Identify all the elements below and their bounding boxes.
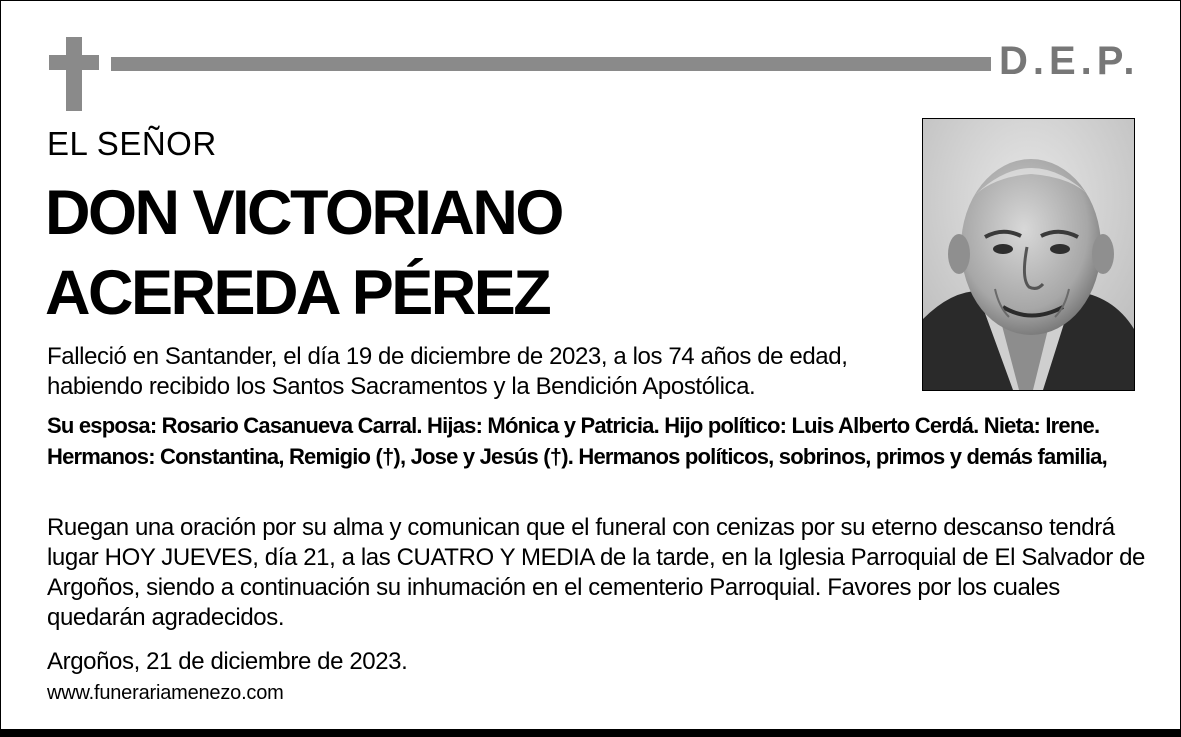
place-and-date: Argoños, 21 de diciembre de 2023.: [47, 648, 408, 675]
funeral-home-website: www.funerariamenezo.com: [47, 682, 284, 704]
honorific-prefix: EL SEÑOR: [47, 125, 217, 162]
deceased-name-line-2: ACEREDA PÉREZ: [45, 258, 550, 328]
deceased-portrait-photo: [922, 118, 1135, 391]
family-list-text: Su esposa: Rosario Casanueva Carral. Hijas: Mónica y Patricia. Hijo político: Luis Alberto Cerdá. Nieta: Irene. Hermanos: Constantina, Remigio (†), Jose y Jesús (†). Hermanos políticos, sobrinos, primos y demás familia,: [47, 413, 1107, 469]
bottom-border-bar: [1, 729, 1180, 736]
header-divider: [111, 57, 991, 71]
dep-label: D.E.P.: [999, 39, 1140, 83]
latin-cross-icon: [49, 37, 99, 111]
death-announcement-text: Falleció en Santander, el día 19 de diciembre de 2023, a los 74 años de edad, habiendo recibido los Santos Sacramentos y la Bendición Apostólica.: [47, 343, 848, 400]
deceased-name: [45, 173, 562, 333]
funeral-details-text: Ruegan una oración por su alma y comunican que el funeral con cenizas por su eterno descanso tendrá lugar HOY JUEVES, día 21, a las CUATRO Y MEDIA de la tarde, en la Iglesia Parroquial de El Salvador de Argoños, siendo a continuación su inhumación en el cementerio Parroquial. Favores por los cuales quedarán agradecidos.: [47, 514, 1146, 631]
deceased-name-line-1: DON VICTORIANO: [45, 178, 562, 248]
